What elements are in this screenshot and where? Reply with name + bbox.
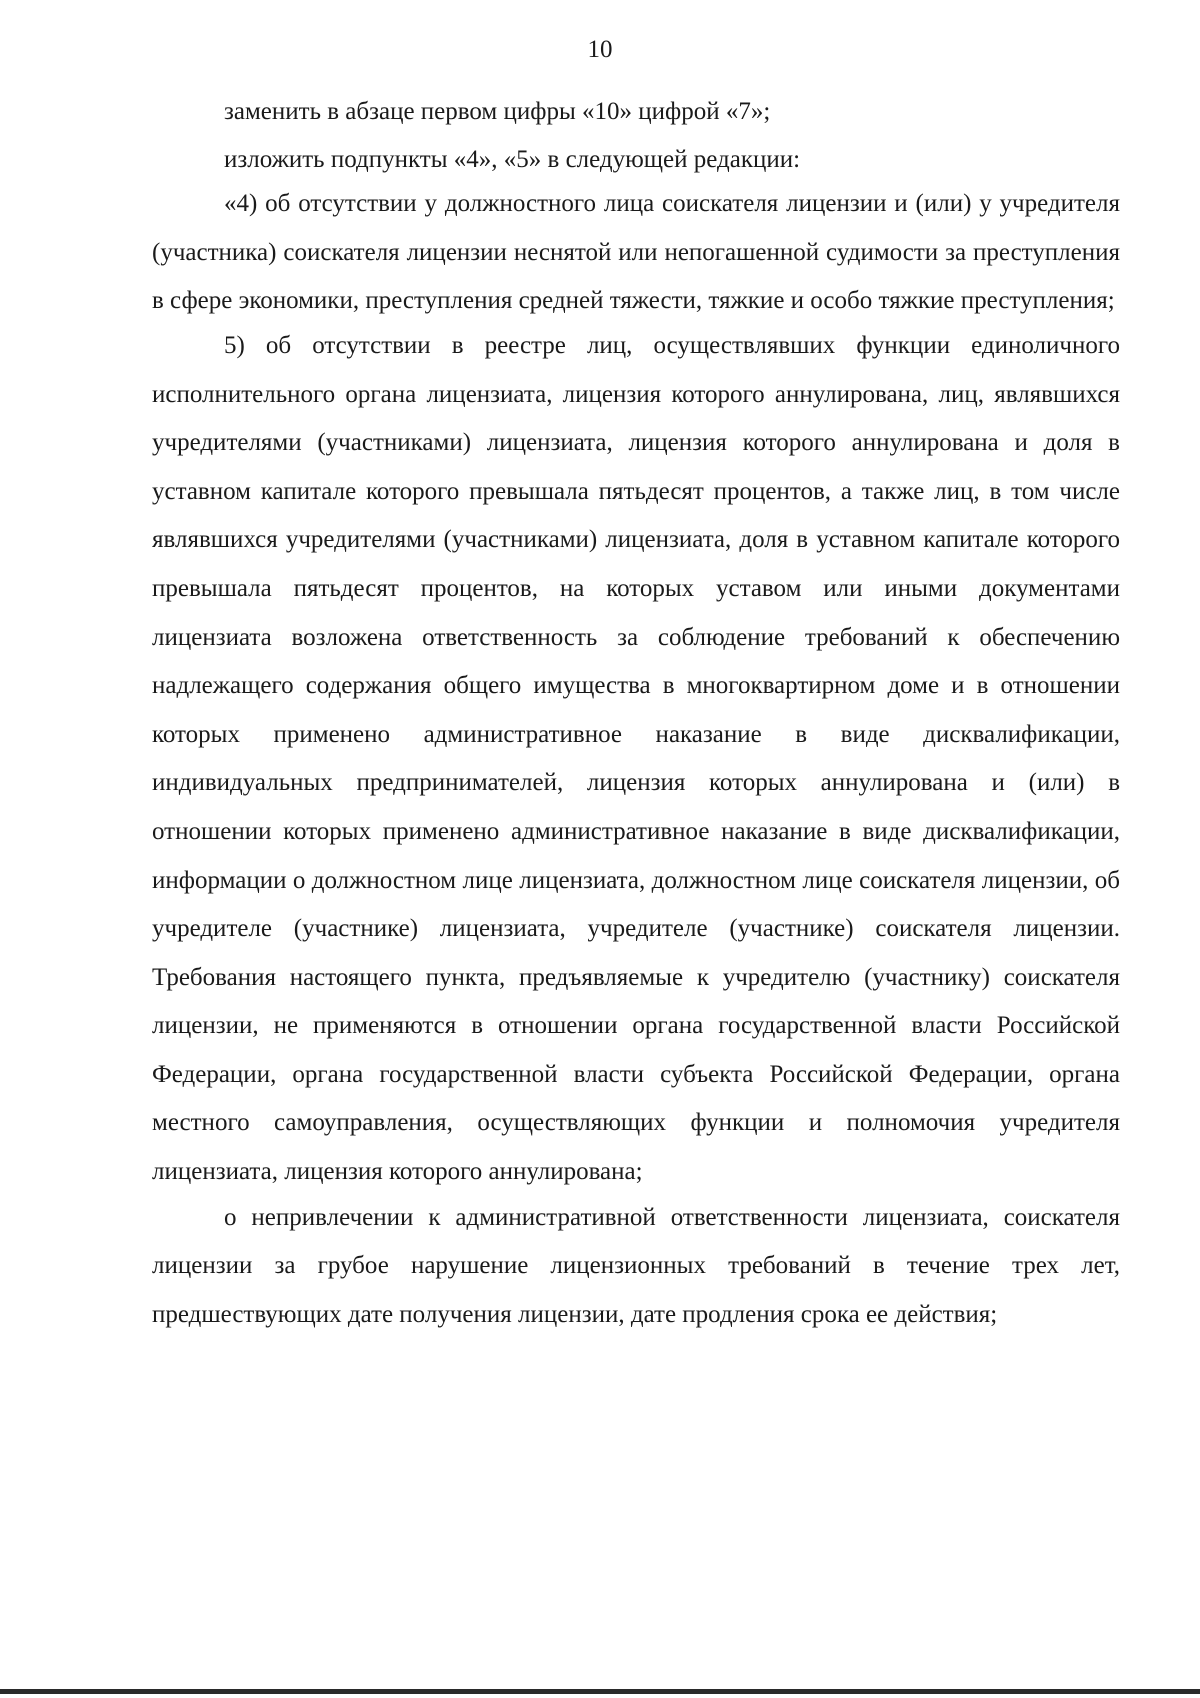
- bottom-edge-line: [0, 1689, 1200, 1694]
- document-body: [152, 88, 1120, 1339]
- paragraph-set-subitems: изложить подпункты «4», «5» в следующей редакции:: [224, 145, 801, 173]
- paragraph-replace-digits: заменить в абзаце первом цифры «10» цифрой «7»;: [224, 98, 771, 125]
- paragraph-subitem-4: «4) об отсутствии у должностного лица соискателя лицензии и (или) у учредителя (участника) соискателя лицензии неснятой или непогашенной судимости за преступления в сфере экономики, преступления средней тяжести, тяжкие и особо тяжкие преступления;: [152, 190, 1120, 315]
- paragraph-non-liability: о непривлечении к административной ответственности лицензиата, соискателя лицензии за грубое нарушение лицензионных требований в течение трех лет, предшествующих дате получения лицензии, дате продления срока ее действия;: [152, 1203, 1120, 1328]
- paragraph-subitem-5: 5) об отсутствии в реестре лиц, осуществлявших функции единоличного исполнительного органа лицензиата, лицензия которого аннулирована, лиц, являвшихся учредителями (участниками) лицензиата, лицензия которого аннулирована и доля в уставном капитале которого превышала пятьдесят процентов, а также лиц, в том числе являвшихся учредителями (участниками) лицензиата, доля в уставном капитале которого превышала пятьдесят процентов, на которых уставом или иными документами лицензиата возложена ответственность за соблюдение требований к обеспечению надлежащего содержания общего имущества в многоквартирном доме и в отношении которых применено административное наказание в виде дисквалификации, индивидуальных предпринимателей, лицензия которых аннулирована и (или) в отношении которых применено административное наказание в виде дисквалификации, информации о должностном лице лицензиата, должностном лице соискателя лицензии, об учредителе (участнике) лицензиата, учредителе (участнике) соискателя лицензии. Требования настоящего пункта, предъявляемые к учредителю (участнику) соискателя лицензии, не применяются в отношении органа государственной власти Российской Федерации, органа государственной власти субъекта Российской Федерации, органа местного самоуправления, осуществляющих функции и полномочия учредителя лицензиата, лицензия которого аннулирована;: [152, 331, 1120, 1186]
- page-number: 10: [587, 36, 613, 63]
